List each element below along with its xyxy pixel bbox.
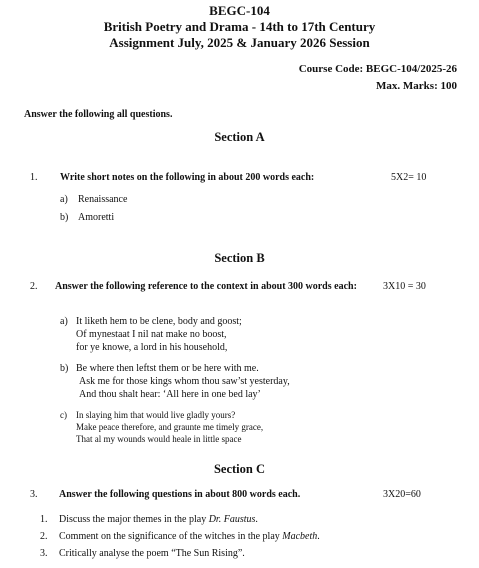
numbered-item-label: 1. xyxy=(40,514,48,525)
numbered-item-text: Comment on the significance of the witches in the play Macbeth. xyxy=(59,531,320,542)
passage-line: In slaying him that would live gladly yours? xyxy=(76,410,236,420)
sub-item-text: Amoretti xyxy=(78,212,115,223)
sub-item-label: a) xyxy=(60,194,68,205)
numbered-item-label: 2. xyxy=(40,531,48,542)
course-code-title: BEGC-104 xyxy=(209,3,270,18)
question-2-text: Answer the following reference to the context in about 300 words each: xyxy=(55,281,357,292)
question-2-marks: 3X10 = 30 xyxy=(383,281,426,292)
passage-line: Make peace therefore, and graunte me timely grace, xyxy=(76,422,264,432)
question-3-marks: 3X20=60 xyxy=(383,489,421,500)
passage-line: for ye knowe, a lord in his household, xyxy=(76,342,228,353)
sub-item-label: c) xyxy=(60,410,67,420)
question-1-text: Write short notes on the following in about 200 words each: xyxy=(60,172,315,183)
numbered-item-text: Discuss the major themes in the play Dr. Faustus. xyxy=(59,514,258,525)
question-1-number: 1. xyxy=(30,172,38,183)
question-2-number: 2. xyxy=(30,281,38,292)
question-1-marks: 5X2= 10 xyxy=(391,172,427,183)
numbered-item-label: 3. xyxy=(40,548,48,559)
section-b-heading: Section B xyxy=(214,251,265,265)
course-code-label: Course Code: BEGC-104/2025-26 xyxy=(298,63,457,75)
sub-item-label: b) xyxy=(60,212,69,223)
sub-item-text: Renaissance xyxy=(78,194,128,205)
max-marks-label: Max. Marks: 100 xyxy=(376,80,457,92)
passage-line: That al my wounds would heale in little space xyxy=(76,434,242,444)
general-instruction: Answer the following all questions. xyxy=(24,109,173,120)
question-3-text: Answer the following questions in about 800 words each. xyxy=(59,489,301,500)
passage-line: And thou shalt hear: ‘All here in one bed lay’ xyxy=(79,389,261,400)
sub-item-label: b) xyxy=(60,363,69,374)
course-title: British Poetry and Drama - 14th to 17th Century xyxy=(103,19,376,34)
section-c-heading: Section C xyxy=(213,462,266,476)
sub-item-label: a) xyxy=(60,316,68,327)
numbered-item-text: Critically analyse the poem “The Sun Rising”. xyxy=(59,548,245,559)
passage-line: Be where then leftst them or be here with me. xyxy=(76,363,259,374)
section-a-heading: Section A xyxy=(214,130,265,144)
session-title: Assignment July, 2025 & January 2026 Session xyxy=(109,35,370,50)
passage-line: Ask me for those kings whom thou saw’st yesterday, xyxy=(79,376,290,387)
passage-line: Of mynestaat I nil nat make no boost, xyxy=(76,329,227,340)
passage-line: It liketh hem to be clene, body and goost; xyxy=(76,316,242,327)
question-3-number: 3. xyxy=(30,489,38,500)
